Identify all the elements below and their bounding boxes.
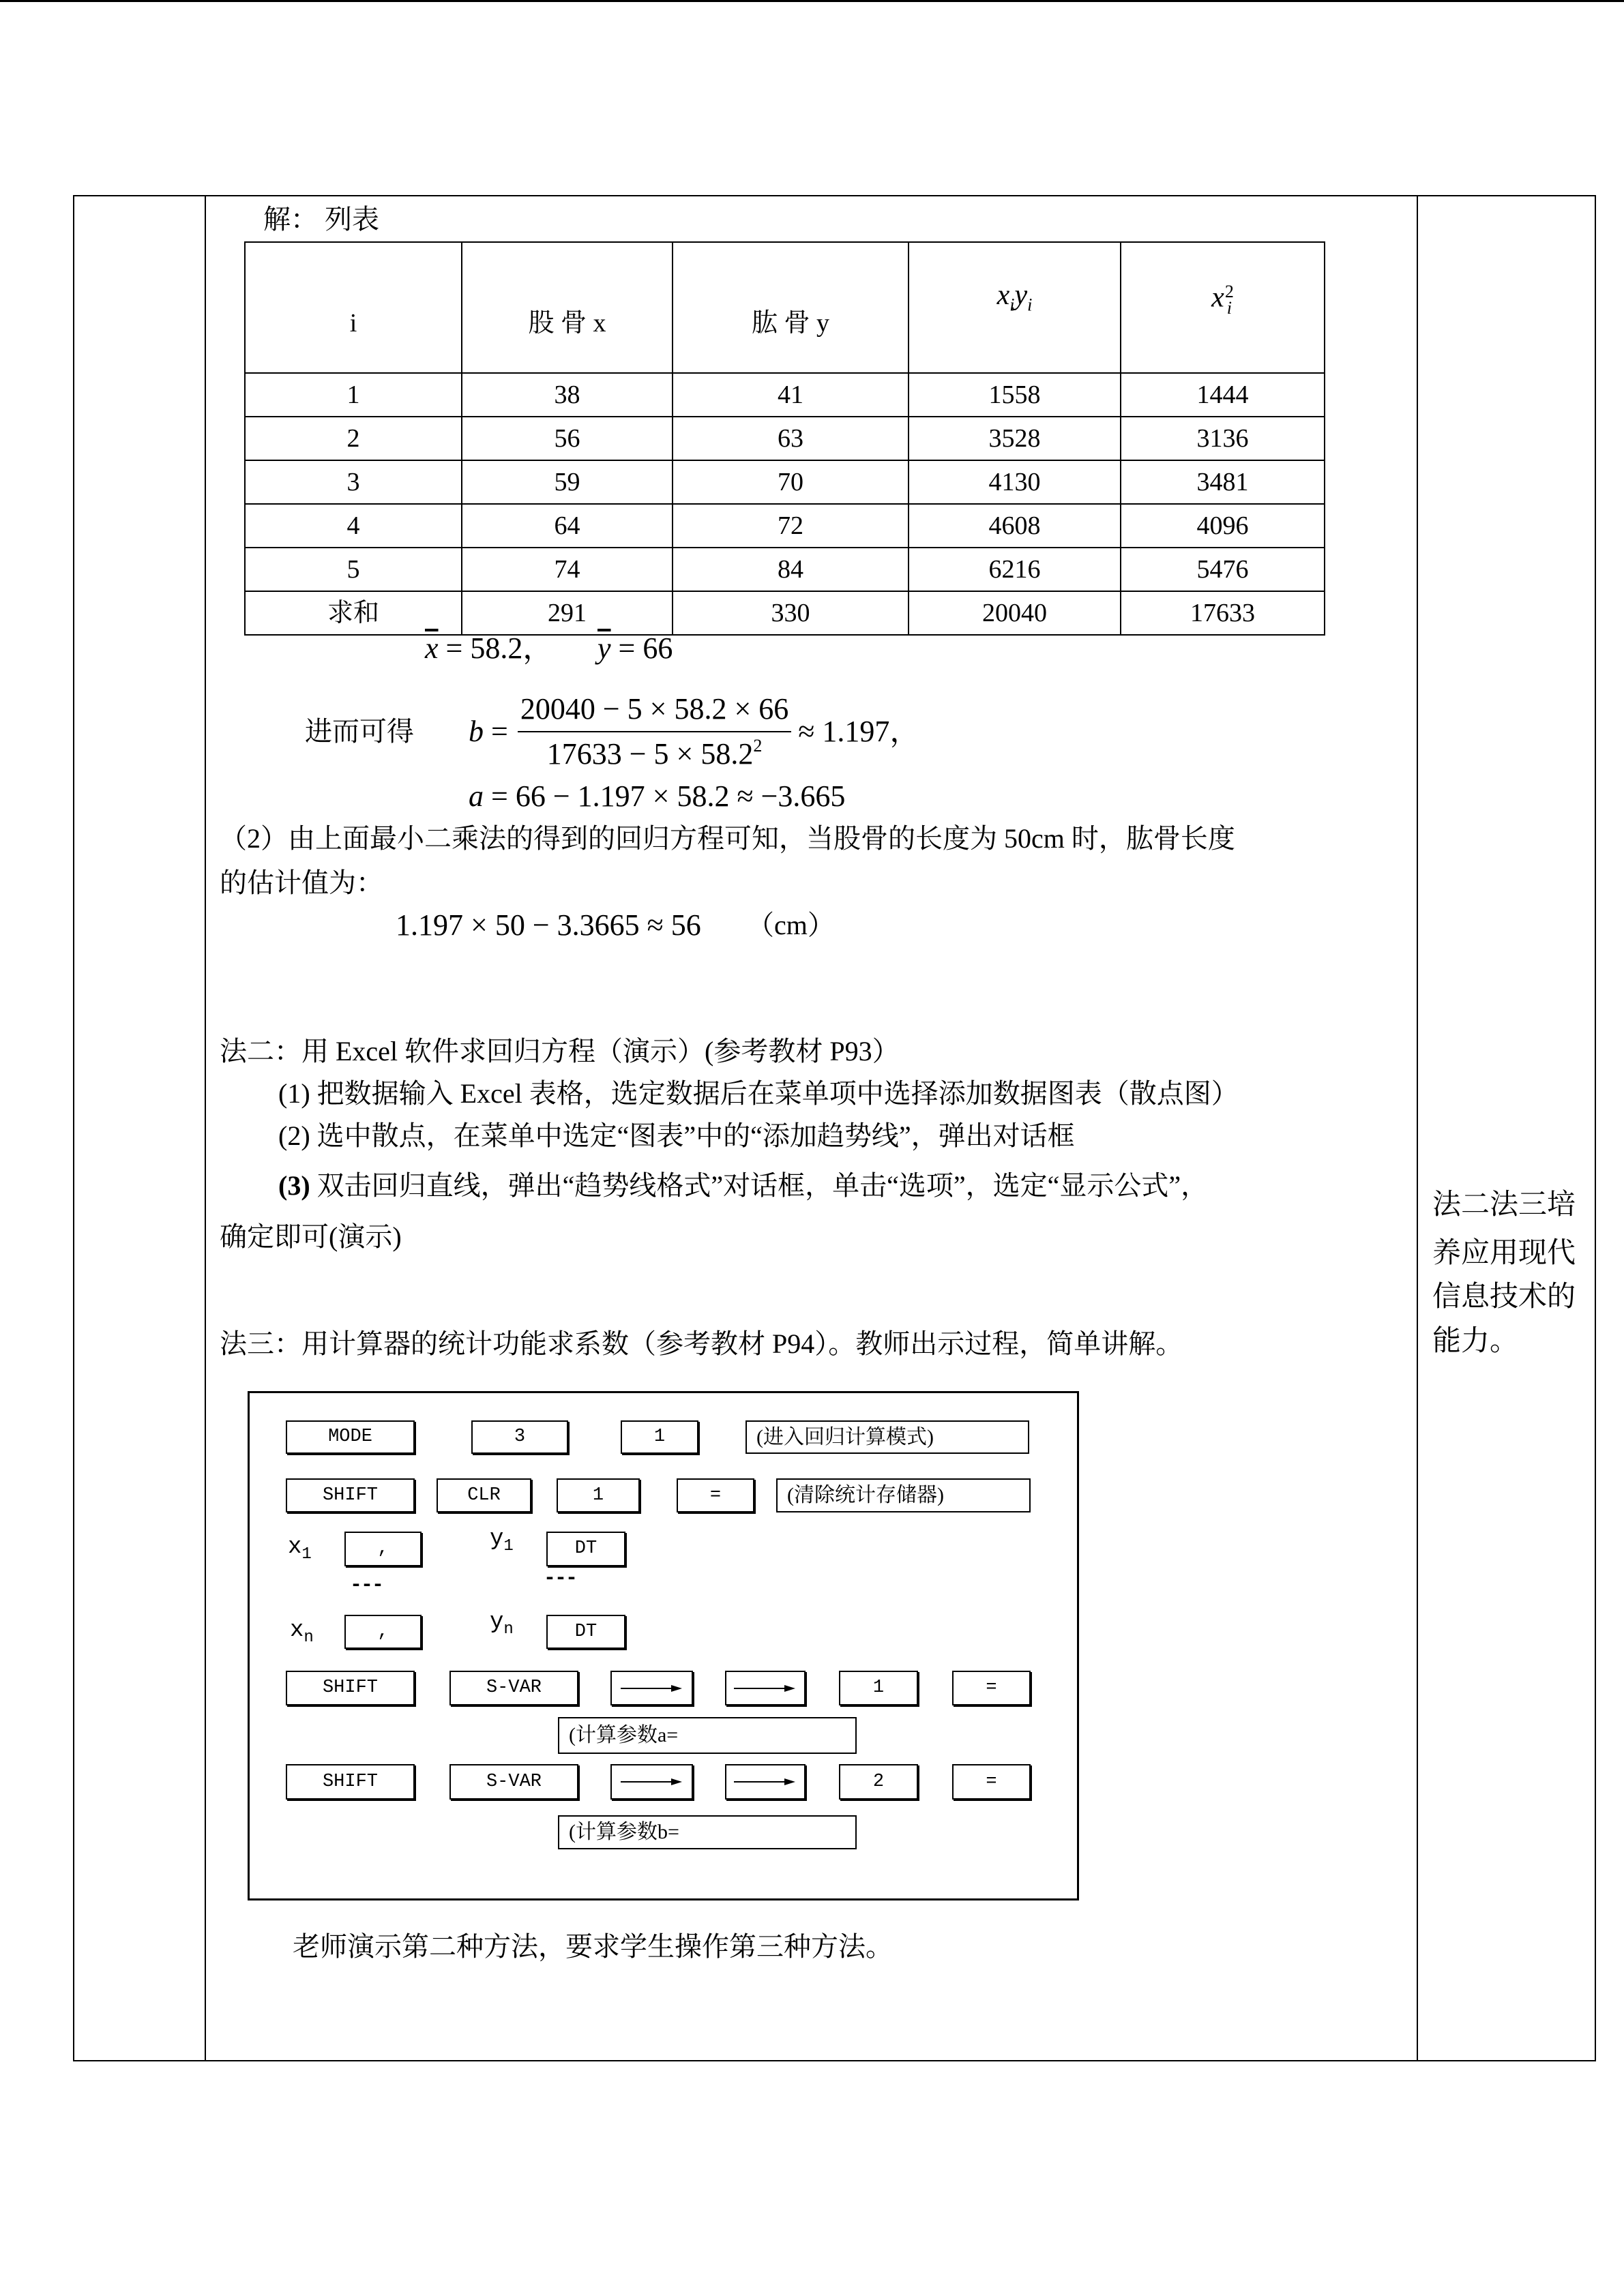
continuation-dashes: ---	[350, 1574, 383, 1597]
cell-xy: 4608	[909, 504, 1121, 548]
page-top-border	[0, 0, 1624, 2]
header-x2-sup: 2	[1224, 282, 1234, 301]
table-row	[245, 504, 1325, 548]
slope-symbol: b	[469, 715, 484, 748]
header-x2-x: x	[1211, 282, 1224, 314]
header-index: i	[245, 242, 462, 373]
cell-humerus: 63	[673, 417, 909, 460]
regression-mode-note: (进入回归计算模式)	[745, 1420, 1029, 1454]
cell-index: 4	[245, 504, 462, 548]
right-arrow-key	[725, 1671, 806, 1705]
cell-femur: 56	[462, 417, 673, 460]
continuation-dashes: ---	[544, 1567, 577, 1590]
equals-key: =	[952, 1764, 1031, 1800]
step-number: (1)	[278, 1078, 310, 1109]
table-row	[245, 460, 1325, 504]
header-x-squared	[1121, 242, 1325, 373]
cell-femur: 291	[462, 591, 673, 635]
part2-line1: （2）由上面最小二乘法的得到的回归方程可知，当股骨的长度为 50cm 时，肱骨长度	[220, 823, 1235, 854]
part2-line2: 的估计值为：	[220, 867, 383, 898]
cell-xy: 6216	[909, 548, 1121, 591]
method2-title: 法二：用 Excel 软件求回归方程（演示）(参考教材 P93）	[220, 1036, 900, 1067]
method2-step-2	[278, 1122, 1075, 1150]
intercept-formula	[469, 781, 845, 811]
mean-y-value: = 66	[610, 631, 673, 665]
right-arrow-icon	[733, 1776, 798, 1787]
x-symbol: x	[290, 1617, 304, 1643]
cell-x-squared: 5476	[1121, 548, 1325, 591]
right-arrow-key	[725, 1764, 806, 1800]
slope-denominator-base: 17633 − 5 × 58.2	[546, 737, 754, 771]
step-text: 把数据输入 Excel 表格，选定数据后在菜单项中选择添加数据图表（散点图）	[310, 1078, 1239, 1109]
solution-heading: 解： 列表	[263, 204, 379, 235]
mean-y	[597, 633, 673, 664]
step-number: (3)	[278, 1170, 310, 1201]
column-divider-right	[1417, 195, 1418, 2061]
method3-title: 法三：用计算器的统计功能求系数（参考教材 P94）。教师出示过程，简单讲解。	[220, 1328, 1183, 1359]
shift-key: SHIFT	[286, 1478, 415, 1512]
cell-femur: 38	[462, 373, 673, 417]
cell-xy: 1558	[909, 373, 1121, 417]
cell-humerus: 330	[673, 591, 909, 635]
shift-key: SHIFT	[286, 1671, 415, 1705]
method2-conclusion: 确定即可(演示)	[220, 1221, 402, 1252]
cell-humerus: 84	[673, 548, 909, 591]
column-divider-left	[205, 195, 206, 2061]
step-text: 选中散点，在菜单中选定“图表”中的“添加趋势线”，弹出对话框	[310, 1120, 1075, 1151]
cell-x-squared: 17633	[1121, 591, 1325, 635]
equals-key: =	[952, 1671, 1031, 1705]
xn-label	[290, 1619, 314, 1650]
slope-result: ≈ 1.197，	[798, 715, 920, 748]
cell-index: 5	[245, 548, 462, 591]
side-note-line: 养应用现代	[1432, 1238, 1576, 1269]
method2-step-3	[278, 1172, 1208, 1199]
digit-1-key: 1	[839, 1671, 918, 1705]
x-subscript: 1	[301, 1545, 312, 1564]
header-x2-sub: i	[1226, 298, 1232, 318]
mean-x-value: = 58.2，	[438, 631, 553, 665]
side-note-line: 法二法三培	[1432, 1189, 1576, 1221]
header-femur: 股 骨 x	[462, 242, 673, 373]
table-row	[245, 548, 1325, 591]
method2-step-1	[278, 1080, 1239, 1107]
cell-humerus: 72	[673, 504, 909, 548]
digit-2-key: 2	[839, 1764, 918, 1800]
slope-equals: =	[484, 715, 508, 748]
digit-3-key: 3	[471, 1420, 568, 1454]
x-symbol: x	[288, 1534, 302, 1560]
mean-x	[425, 633, 552, 664]
header-xy-y-sub: i	[1027, 295, 1033, 315]
y-subscript: 1	[503, 1536, 514, 1555]
step-number: (2)	[278, 1120, 310, 1151]
comma-key: ,	[344, 1615, 422, 1649]
right-arrow-key	[610, 1764, 693, 1800]
table-header-row	[245, 242, 1325, 373]
cell-x-squared: 3136	[1121, 417, 1325, 460]
estimate-unit: （cm）	[747, 910, 835, 940]
table-body	[245, 373, 1325, 635]
parameter-b-note: (计算参数b=	[558, 1815, 857, 1849]
clr-key: CLR	[437, 1478, 531, 1512]
x-subscript: n	[304, 1628, 314, 1647]
y-symbol: y	[490, 1526, 504, 1552]
header-xy	[909, 242, 1121, 373]
clear-memory-note: (清除统计存储器)	[776, 1478, 1031, 1512]
y1-label	[490, 1527, 514, 1558]
comma-key: ,	[344, 1532, 422, 1566]
right-arrow-icon	[733, 1683, 798, 1694]
y-symbol: y	[490, 1609, 504, 1635]
slope-lhs	[469, 717, 508, 747]
side-note-line: 能力。	[1432, 1326, 1519, 1357]
cell-femur: 64	[462, 504, 673, 548]
mean-y-symbol: $\overline{y}$	[597, 631, 611, 665]
mean-x-symbol: $\overline{x}$	[425, 631, 439, 665]
cell-humerus: 41	[673, 373, 909, 417]
digit-1-key: 1	[557, 1478, 640, 1512]
mode-key: MODE	[286, 1420, 415, 1454]
cell-index: 求和	[245, 591, 462, 635]
header-xy-x: x	[996, 279, 1010, 311]
shift-key: SHIFT	[286, 1764, 415, 1800]
slope-fraction	[518, 694, 791, 769]
parameter-a-note: (计算参数a=	[558, 1717, 857, 1754]
closing-remark: 老师演示第二种方法，要求学生操作第三种方法。	[293, 1931, 893, 1962]
cell-index: 1	[245, 373, 462, 417]
table-row	[245, 373, 1325, 417]
y-subscript: n	[503, 1620, 514, 1639]
cell-index: 2	[245, 417, 462, 460]
cell-xy: 3528	[909, 417, 1121, 460]
right-arrow-icon	[619, 1776, 685, 1787]
cell-x-squared: 3481	[1121, 460, 1325, 504]
intercept-symbol: a	[469, 779, 484, 813]
table-sum-row	[245, 591, 1325, 635]
estimate-calculation: 1.197 × 50 − 3.3665 ≈ 56	[396, 908, 701, 942]
cell-femur: 74	[462, 548, 673, 591]
cell-x-squared: 1444	[1121, 373, 1325, 417]
yn-label	[490, 1611, 514, 1641]
equals-key: =	[677, 1478, 754, 1512]
header-xy-y: y	[1014, 279, 1028, 311]
header-x2-indices	[1225, 284, 1234, 316]
table-row	[245, 417, 1325, 460]
cell-x-squared: 4096	[1121, 504, 1325, 548]
x1-label	[288, 1536, 312, 1566]
data-table	[244, 241, 1325, 636]
dt-key: DT	[546, 1532, 625, 1566]
step-text: 双击回归直线，弹出“趋势线格式”对话框，单击“选项”，选定“显示公式”，	[310, 1170, 1209, 1201]
slope-lead-text: 进而可得	[305, 716, 414, 747]
cell-xy: 4130	[909, 460, 1121, 504]
cell-femur: 59	[462, 460, 673, 504]
right-arrow-key	[610, 1671, 693, 1705]
slope-denominator-exponent: 2	[753, 736, 763, 756]
cell-xy: 20040	[909, 591, 1121, 635]
cell-index: 3	[245, 460, 462, 504]
side-note-line: 信息技术的	[1432, 1281, 1576, 1313]
slope-formula	[469, 694, 919, 769]
header-xy-x-sub: i	[1009, 295, 1015, 315]
dt-key: DT	[546, 1615, 625, 1649]
header-humerus: 肱 骨 y	[673, 242, 909, 373]
intercept-expression: = 66 − 1.197 × 58.2 ≈ −3.665	[484, 779, 846, 813]
digit-1-key: 1	[621, 1420, 698, 1454]
s-var-key: S-VAR	[449, 1764, 578, 1800]
slope-numerator: 20040 − 5 × 58.2 × 66	[518, 694, 791, 732]
s-var-key: S-VAR	[449, 1671, 578, 1705]
slope-denominator	[547, 732, 763, 769]
cell-humerus: 70	[673, 460, 909, 504]
right-arrow-icon	[619, 1683, 685, 1694]
